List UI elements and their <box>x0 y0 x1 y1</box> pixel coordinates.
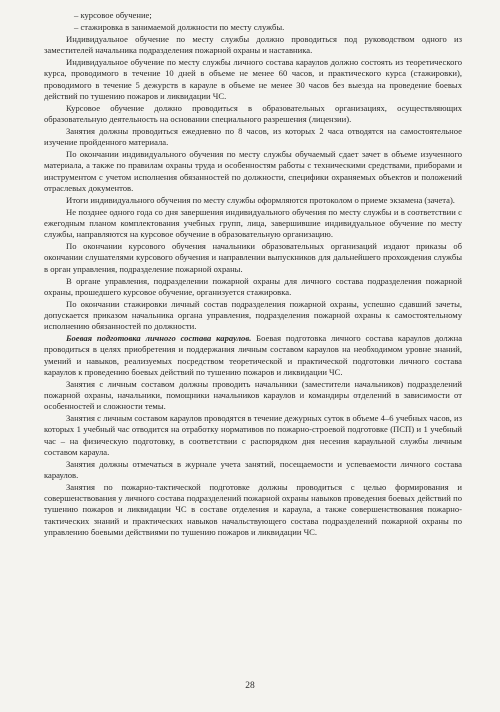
paragraph: Занятия должны проводиться ежедневно по 8 часов, из которых 2 часа отводятся на самостоятельное изучение пройденного материала. <box>44 126 462 148</box>
list-item-internship: – стажировка в занимаемой должности по месту службы. <box>74 22 285 32</box>
section-paragraph <box>44 333 462 378</box>
paragraph: По окончании курсового обучения начальники образовательных организаций издают приказы об окончании слушателями курсового обучения и направлении выпускников для дальнейшего прохождения службы в орган управления, подразделение пожарной охраны. <box>44 241 462 274</box>
paragraph: Занятия по пожарно-тактической подготовке должны проводиться с целью формирования и совершенствования у личного состава подразделений пожарной охраны навыков проведения боевых действий по тушению пожаров и ликвидации ЧС в составе отделения и караула, а также совершенствования пожарно-тактических знаний и практических навыков начальствующего состава подразделений пожарной охраны по управлению боевыми действиями по тушению пожаров и ликвидации ЧС. <box>44 482 462 537</box>
paragraph: В органе управления, подразделении пожарной охраны для личного состава подразделения пожарной охраны, прошедшего курсовое обучение, организуется стажировка. <box>44 275 462 297</box>
paragraph: Итоги индивидуального обучения по месту службы оформляются протоколом о приеме экзамена (зачета). <box>66 194 455 205</box>
paragraph: Занятия с личным составом должны проводить начальники (заместители начальников) подразделений пожарной охраны, начальники, помощники начальников караулов и командиры отделений в зависимости от особенностей и сложности темы. <box>44 378 462 412</box>
paragraph: Занятия должны отмечаться в журнале учета занятий, посещаемости и успеваемости личного состава караулов. <box>44 458 462 481</box>
section-heading-text: Боевая подготовка личного состава караулов должна проводиться в целях приобретения и поддержания личным составом караулов на необходимом уровне знаний, умений и навыков, реализуемых посредством теоретической и практической подготовки личного состава караулов к проведению боевых действий по тушению пожаров и ликвидации ЧС. <box>44 333 463 377</box>
paragraph: Занятия с личным составом караулов проводятся в течение дежурных суток в объеме 4–6 учебных часов, из которых 1 учебный час отводится на отработку нормативов по пожарно-строевой подготовке (ПСП) и 1 учебный час – на физическую подготовку, в соответствии с распорядком дня несения караульной службы личным составом караула. <box>44 413 462 457</box>
section-heading: Боевая подготовка личного состава караулов. <box>66 333 252 344</box>
paragraph: Не позднее одного года со дня завершения индивидуального обучения по месту службы и в соответствии с ежегодным планом комплектования учебных групп, лица, завершившие индивидуальное обучение по месту службы, направляются на курсовое обучение в образовательную организацию. <box>44 206 462 240</box>
paragraph: Индивидуальное обучение по месту службы должно проводиться под руководством одного из заместителей начальника подразделения пожарной охраны и наставника. <box>44 34 462 56</box>
paragraph: По окончании стажировки личный состав подразделения пожарной охраны, успешно сдавший зачеты, допускается приказом начальника органа управления, подразделения пожарной охраны к самостоятельному исполнению обязанностей по должности. <box>44 298 462 332</box>
paragraph: По окончании индивидуального обучения по месту службы обучаемый сдает зачет в объеме изученного материала, а также по правилам охраны труда и особенностям работы с техническими средствами, приборами и инструментом с учетом исполнения обязанностей по должности, специфики охраняемых объектов и положений отраслевых документов. <box>44 149 462 193</box>
list-item-course: – курсовое обучение; <box>74 10 152 20</box>
paragraph: Курсовое обучение должно проводиться в образовательных организациях, осуществляющих образовательную деятельность на основании специального разрешения (лицензии). <box>44 102 462 125</box>
page-number: 28 <box>245 681 255 691</box>
paragraph: Индивидуальное обучение по месту службы личного состава караулов должно состоять из теоретического курса, проводимого в течение 10 дней в объеме не менее 60 часов, и практического курса (стажировки), проводимого в течение 5 дежурств в карауле в объеме не менее 30 часов без выезда на проведение боевых действий по тушению пожаров и ликвидации ЧС. <box>44 57 462 101</box>
